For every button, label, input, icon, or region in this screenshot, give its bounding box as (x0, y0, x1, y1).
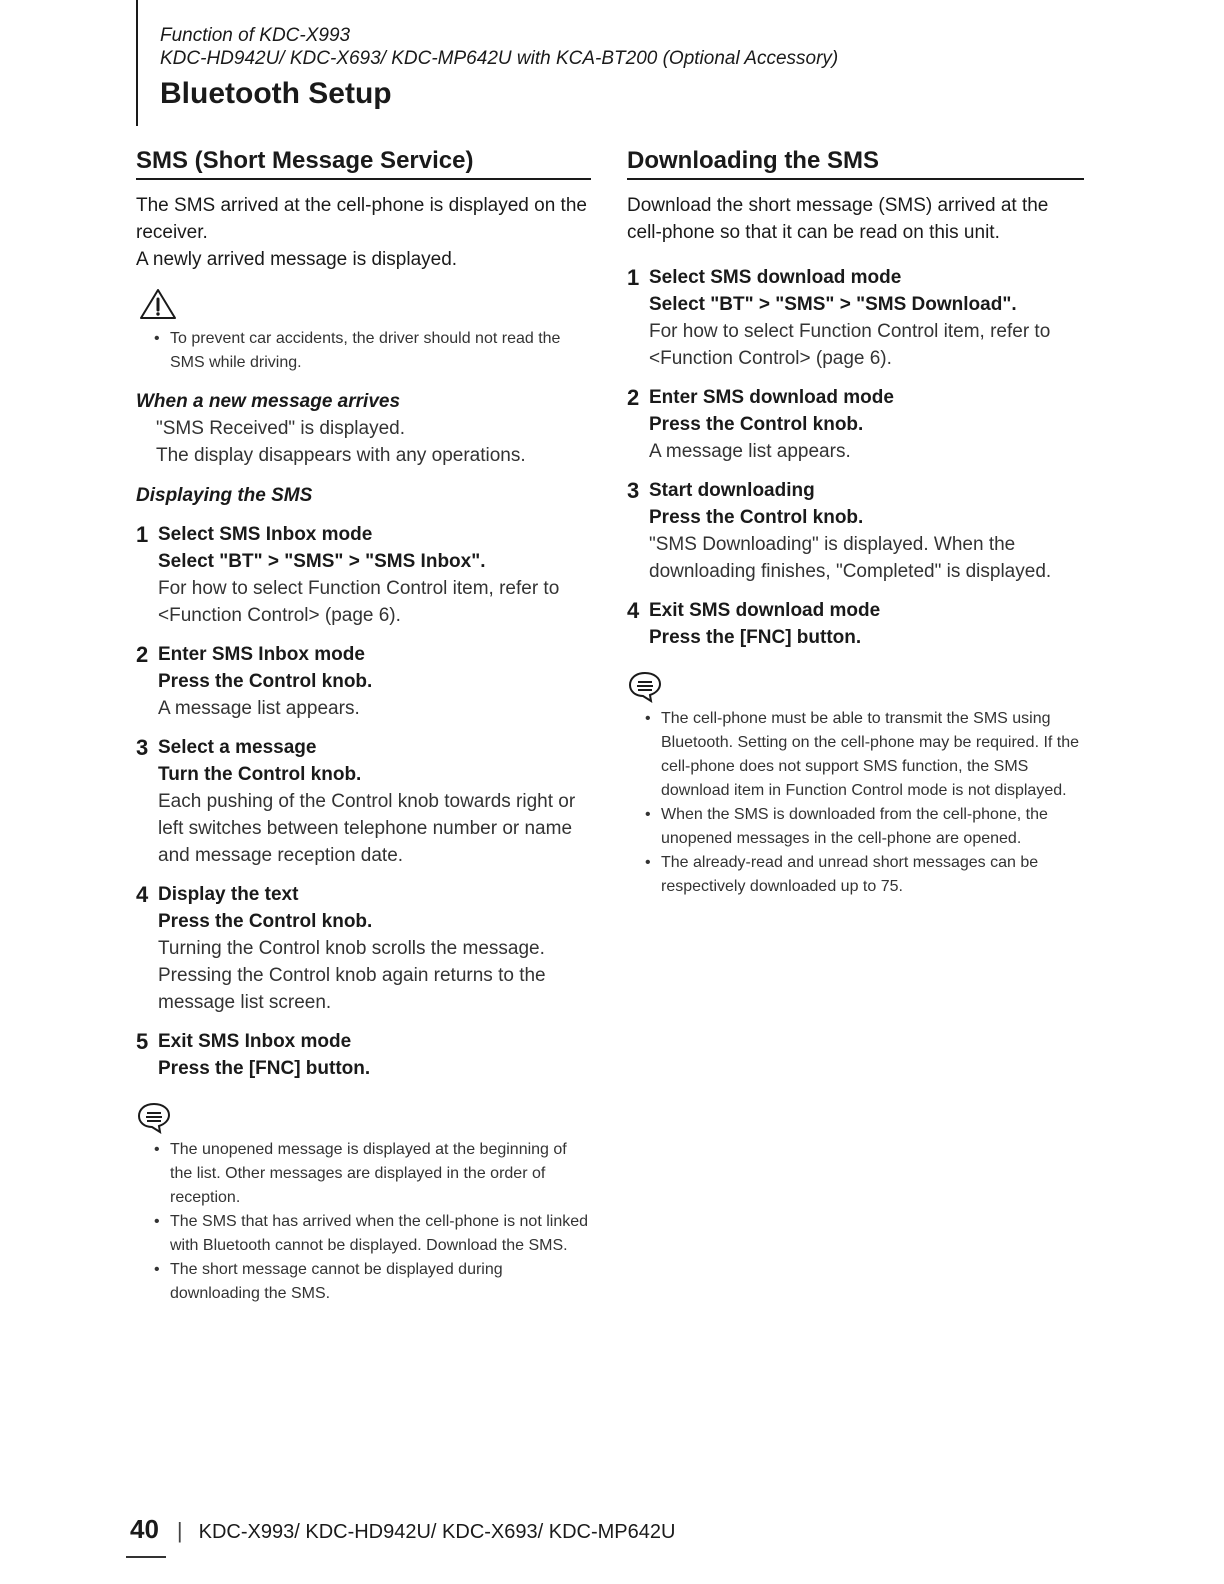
header-function-line: Function of KDC-X993 (160, 25, 351, 46)
step-action: Press the Control knob. (649, 414, 864, 435)
sms-section-title: SMS (Short Message Service) (136, 146, 591, 180)
download-step (627, 477, 1084, 585)
inbox-step (136, 1028, 591, 1082)
step-action: Press the [FNC] button. (649, 627, 862, 648)
right-column (627, 146, 1084, 899)
download-intro: Download the short message (SMS) arrived at the cell-phone so that it can be read on this unit. (627, 195, 1049, 243)
step-title: Start downloading (649, 480, 815, 501)
new-message-heading: When a new message arrives (136, 391, 401, 412)
note-item: • The already-read and unread short messages can be respectively downloaded up to 75. (645, 851, 1084, 899)
page-title: Bluetooth Setup (160, 77, 392, 110)
download-notes (627, 707, 1084, 899)
page-header (160, 24, 838, 112)
step-title: Select SMS Inbox mode (158, 524, 373, 545)
note-item: • The cell-phone must be able to transmit the SMS using Bluetooth. Setting on the cell-phone may be required. If the cell-phone does not support SMS function, the SMS download item in Function Control mode is not displayed. (645, 707, 1084, 803)
note-item: • When the SMS is downloaded from the cell-phone, the unopened messages in the cell-phone are opened. (645, 803, 1084, 851)
step-title: Enter SMS download mode (649, 387, 894, 408)
step-number: 4 (627, 598, 640, 623)
footer-separator: | (176, 1518, 183, 1543)
inbox-step (136, 734, 591, 869)
note-item: • The unopened message is displayed at the beginning of the list. Other messages are displayed in the order of reception. (154, 1138, 591, 1210)
note-icon (627, 669, 663, 703)
step-description: For how to select Function Control item, refer to <Function Control> (page 6). (158, 578, 560, 626)
sms-intro-2: A newly arrived message is displayed. (136, 249, 458, 270)
step-description: For how to select Function Control item, refer to <Function Control> (page 6). (649, 321, 1051, 369)
inbox-notes (136, 1138, 591, 1306)
step-description: A message list appears. (649, 441, 851, 462)
left-column (136, 146, 591, 1306)
footer-models: KDC-X993/ KDC-HD942U/ KDC-X693/ KDC-MP642U (198, 1521, 676, 1543)
step-title: Exit SMS Inbox mode (158, 1031, 352, 1052)
step-title: Select SMS download mode (649, 267, 902, 288)
footer-underline (126, 1556, 166, 1558)
step-action: Press the [FNC] button. (158, 1058, 371, 1079)
step-action: Press the Control knob. (158, 911, 373, 932)
inbox-step (136, 521, 591, 629)
download-step (627, 264, 1084, 372)
new-message-line-1: "SMS Received" is displayed. (156, 418, 405, 439)
displaying-sms-heading: Displaying the SMS (136, 485, 313, 506)
step-description: "SMS Downloading" is displayed. When the downloading finishes, "Completed" is displayed. (649, 534, 1052, 582)
header-rule (136, 0, 138, 126)
page-number: 40 (130, 1514, 159, 1544)
sms-intro-1: The SMS arrived at the cell-phone is displayed on the receiver. (136, 195, 587, 243)
step-number: 3 (627, 478, 640, 503)
inbox-step (136, 641, 591, 722)
step-number: 3 (136, 735, 149, 760)
note-icon (136, 1100, 172, 1134)
step-title: Select a message (158, 737, 317, 758)
step-description: A message list appears. (158, 698, 360, 719)
download-step (627, 597, 1084, 651)
step-number: 5 (136, 1029, 149, 1054)
step-action: Turn the Control knob. (158, 764, 362, 785)
step-number: 2 (136, 642, 149, 667)
note-item: • The short message cannot be displayed during downloading the SMS. (154, 1258, 591, 1306)
step-number: 2 (627, 385, 640, 410)
step-number: 4 (136, 882, 149, 907)
step-number: 1 (136, 522, 149, 547)
step-action: Press the Control knob. (649, 507, 864, 528)
page-footer (130, 1514, 675, 1545)
step-title: Display the text (158, 884, 299, 905)
download-step (627, 384, 1084, 465)
step-title: Enter SMS Inbox mode (158, 644, 365, 665)
warning-list (136, 327, 591, 375)
new-message-line-2: The display disappears with any operations. (156, 445, 526, 466)
inbox-step (136, 881, 591, 1016)
step-description: Turning the Control knob scrolls the message. Pressing the Control knob again returns to the message list screen. (158, 938, 546, 1013)
download-section-title: Downloading the SMS (627, 146, 1084, 180)
step-title: Exit SMS download mode (649, 600, 881, 621)
note-item: • The SMS that has arrived when the cell-phone is not linked with Bluetooth cannot be displayed. Download the SMS. (154, 1210, 591, 1258)
warning-icon (138, 287, 178, 321)
step-number: 1 (627, 265, 640, 290)
step-description: Each pushing of the Control knob towards right or left switches between telephone number or name and message reception date. (158, 791, 576, 866)
header-models-line: KDC-HD942U/ KDC-X693/ KDC-MP642U with KCA-BT200 (Optional Accessory) (160, 48, 839, 69)
step-action: Select "BT" > "SMS" > "SMS Inbox". (158, 551, 486, 572)
warning-note: • To prevent car accidents, the driver should not read the SMS while driving. (154, 327, 591, 375)
step-action: Press the Control knob. (158, 671, 373, 692)
step-action: Select "BT" > "SMS" > "SMS Download". (649, 294, 1017, 315)
